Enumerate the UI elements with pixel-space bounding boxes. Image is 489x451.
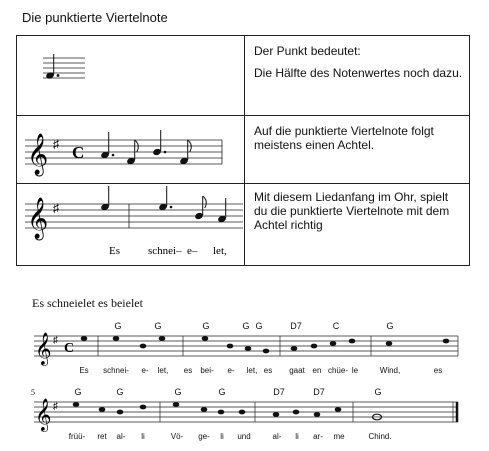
lyric: Es <box>79 366 89 375</box>
lyric: en <box>312 366 322 375</box>
lyric: bei- <box>200 366 214 375</box>
table-row-1 <box>17 36 469 116</box>
lyric: me <box>333 432 345 441</box>
measure-number: 5 <box>31 388 35 397</box>
lyrics-line-1 <box>79 366 442 375</box>
row2-text <box>254 124 464 160</box>
lyric: es <box>263 366 273 375</box>
lyric: Vö- <box>170 432 184 441</box>
lyric: li <box>295 432 299 441</box>
notation-table <box>16 35 470 266</box>
song-start-example <box>17 184 243 265</box>
chord: G <box>74 387 82 397</box>
time-signature-c: C <box>64 341 75 356</box>
sharp-icon: ♯ <box>53 401 58 412</box>
lyric: schnei- <box>103 366 129 375</box>
treble-clef-icon: 𝄞 <box>27 134 49 174</box>
lyric: ret <box>97 432 107 441</box>
lyric: ge- <box>198 432 210 441</box>
chord-symbols <box>114 321 393 331</box>
chord: D7 <box>313 387 325 397</box>
chord: G <box>116 387 124 397</box>
chord: D7 <box>273 387 285 397</box>
chord: D7 <box>290 321 302 331</box>
lyric: es <box>433 366 443 375</box>
song-staff-1 <box>0 318 489 378</box>
lyric: al- <box>272 432 282 441</box>
chord: G <box>114 321 122 331</box>
row3-line1: Mit diesem Liedanfang im Ohr, spielt du die punktierte Viertelnote mit dem Achtel richtig <box>254 190 450 232</box>
lyrics-line-2 <box>69 432 392 441</box>
sharp-icon: ♯ <box>53 137 59 151</box>
page-title: Die punktierte Viertelnote <box>22 10 168 25</box>
sharp-icon: ♯ <box>53 335 58 346</box>
lyric: und <box>237 432 251 441</box>
dot <box>57 74 60 77</box>
row3-text <box>254 190 464 240</box>
lyric: Chind. <box>368 432 392 441</box>
chord: G <box>242 321 250 331</box>
lyric: let, <box>213 245 227 257</box>
lyric: es <box>183 366 193 375</box>
lyric: e- <box>141 366 149 375</box>
chord: G <box>386 321 394 331</box>
row2-line1: Auf die punktierte Viertelnote folgt meistens einen Achtel. <box>254 124 434 152</box>
lyric: gaat <box>289 366 305 375</box>
song-staff-2 <box>0 384 489 446</box>
row1-line2: Die Hälfte des Notenwertes noch dazu. <box>254 66 463 80</box>
lyric: Wind, <box>379 366 401 375</box>
row1-line1: Der Punkt bedeutet: <box>254 44 361 58</box>
lyric: li <box>220 432 224 441</box>
chord: G <box>154 321 162 331</box>
song-title: Es schneielet es beielet <box>32 296 143 310</box>
table-row-3 <box>17 184 469 265</box>
chord: G <box>202 321 210 331</box>
chord: G <box>174 387 182 397</box>
lyric: le <box>351 366 359 375</box>
table-row-2 <box>17 116 469 184</box>
chord: G <box>255 321 263 331</box>
treble-clef-icon: 𝄞 <box>35 334 52 365</box>
treble-clef-icon: 𝄞 <box>35 400 52 431</box>
lyric: ar- <box>313 432 323 441</box>
lyric: let, <box>246 366 258 375</box>
lyric: chüe- <box>327 366 349 375</box>
chord: G <box>374 387 382 397</box>
row1-text <box>254 44 464 88</box>
rhythm-example <box>17 116 243 184</box>
chord: C <box>332 321 340 331</box>
lyric: e– <box>187 245 198 257</box>
chord-symbols <box>74 387 381 397</box>
treble-clef-icon: 𝄞 <box>27 198 49 238</box>
lyric: früü- <box>68 432 86 441</box>
lyric: al- <box>116 432 126 441</box>
lyric: li <box>141 432 145 441</box>
lyric: e- <box>227 366 235 375</box>
chord: G <box>218 387 226 397</box>
lyric: schnei– <box>148 245 182 257</box>
dotted-quarter-example <box>17 36 243 116</box>
time-signature-c: C <box>72 143 85 162</box>
lyric: let, <box>157 366 169 375</box>
lyric: Es <box>109 245 120 257</box>
sharp-icon: ♯ <box>53 201 59 215</box>
